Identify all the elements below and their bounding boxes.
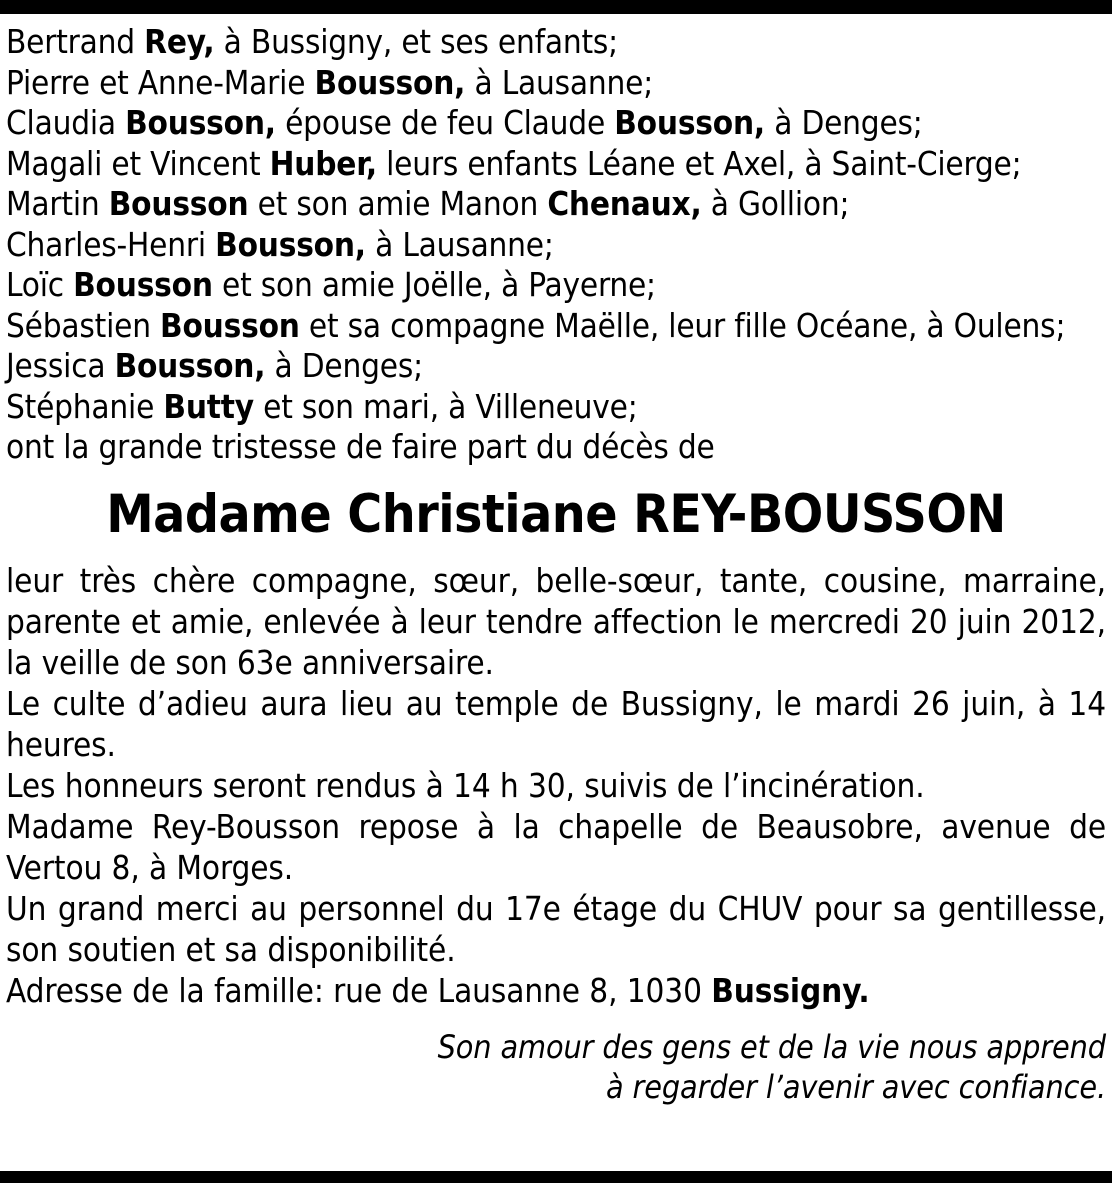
survivor-line (6, 387, 1106, 428)
emphasized-text: Bousson (73, 265, 213, 304)
plain-text: et sa compagne Maëlle, leur fille Océane, à Oulens; (299, 305, 1066, 345)
emphasized-text: Bousson, (114, 346, 266, 385)
emphasized-text: Bussigny. (711, 970, 870, 1010)
plain-text: Un grand merci au personnel du 17e étage du CHUV pour sa gentillesse, son soutien et sa disponibilité. (6, 888, 1106, 969)
survivor-line (6, 63, 1106, 104)
plain-text: Adresse de la famille: rue de Lausanne 8, 1030 (6, 970, 712, 1010)
plain-text: Charles-Henri (6, 224, 216, 264)
plain-text: Pierre et Anne-Marie (6, 62, 315, 102)
plain-text: à Lausanne; (365, 224, 554, 264)
emphasized-text: Bousson (160, 305, 300, 345)
plain-text: à Gollion; (701, 184, 850, 223)
plain-text: Jessica (6, 346, 115, 385)
emphasized-text: Rey, (144, 22, 215, 61)
emphasized-text: Bousson, (314, 62, 466, 102)
plain-text: et son amie Manon (248, 184, 548, 223)
plain-text: Bertrand (6, 22, 145, 61)
plain-text: Magali et Vincent (6, 143, 270, 183)
emphasized-text: Butty (163, 386, 254, 426)
plain-text: Sébastien (6, 305, 161, 345)
plain-text: Madame Rey-Bousson repose à la chapelle de Beausobre, avenue de Vertou 8, à Morges. (6, 806, 1106, 887)
top-rule (0, 0, 1112, 14)
quote-line: à regarder l’avenir avec confiance. (605, 1067, 1106, 1106)
notice-content (0, 14, 1112, 1171)
notice-paragraph (6, 560, 1106, 683)
notice-paragraph (6, 765, 1106, 806)
survivor-line (6, 346, 1106, 387)
emphasized-text: Bousson (108, 184, 249, 223)
deceased-name: Madame Christiane REY-BOUSSON (106, 483, 1006, 545)
plain-text: à Denges; (265, 346, 423, 385)
survivors-list (6, 22, 1106, 468)
survivor-line (6, 22, 1106, 63)
notice-paragraph (6, 683, 1106, 765)
notice-paragraph (6, 888, 1106, 970)
notice-paragraph (6, 806, 1106, 888)
plain-text: Le culte d’adieu aura lieu au temple de Bussigny, le mardi 26 juin, à 14 heures. (6, 683, 1106, 764)
plain-text: Loïc (6, 265, 74, 304)
survivor-line (6, 144, 1106, 185)
notice-paragraph (6, 970, 1106, 1011)
plain-text: et son mari, à Villeneuve; (253, 386, 638, 426)
plain-text: épouse de feu Claude (275, 103, 615, 142)
plain-text: à Lausanne; (465, 62, 654, 102)
plain-text: à Denges; (765, 103, 923, 142)
emphasized-text: Bousson, (614, 103, 765, 142)
notice-body (6, 560, 1106, 1011)
survivor-line (6, 103, 1106, 144)
survivor-line (6, 427, 1106, 468)
emphasized-text: Bousson, (125, 103, 276, 142)
survivor-line (6, 306, 1106, 347)
quote-line: Son amour des gens et de la vie nous apprend (437, 1027, 1106, 1066)
epitaph-quote (6, 1027, 1106, 1107)
plain-text: leurs enfants Léane et Axel, à Saint-Cierge; (376, 143, 1022, 183)
bottom-rule (0, 1171, 1112, 1183)
plain-text: Les honneurs seront rendus à 14 h 30, suivis de l’incinération. (6, 765, 925, 805)
emphasized-text: Huber, (269, 143, 377, 183)
plain-text: Stéphanie (6, 386, 164, 426)
emphasized-text: Bousson, (215, 224, 366, 264)
plain-text: Martin (6, 184, 109, 223)
plain-text: à Bussigny, et ses enfants; (214, 22, 618, 61)
plain-text: leur très chère compagne, sœur, belle-sœur, tante, cousine, marraine, parente et amie, enlevée à leur tendre affection le mercredi 20 juin 2012, la veille de son 63e anniversaire. (6, 560, 1106, 682)
survivor-line (6, 184, 1106, 225)
survivor-line (6, 265, 1106, 306)
plain-text: Claudia (6, 103, 126, 142)
survivor-line (6, 225, 1106, 266)
emphasized-text: Chenaux, (547, 184, 702, 223)
plain-text: ont la grande tristesse de faire part du décès de (6, 427, 715, 466)
plain-text: et son amie Joëlle, à Payerne; (212, 265, 656, 304)
